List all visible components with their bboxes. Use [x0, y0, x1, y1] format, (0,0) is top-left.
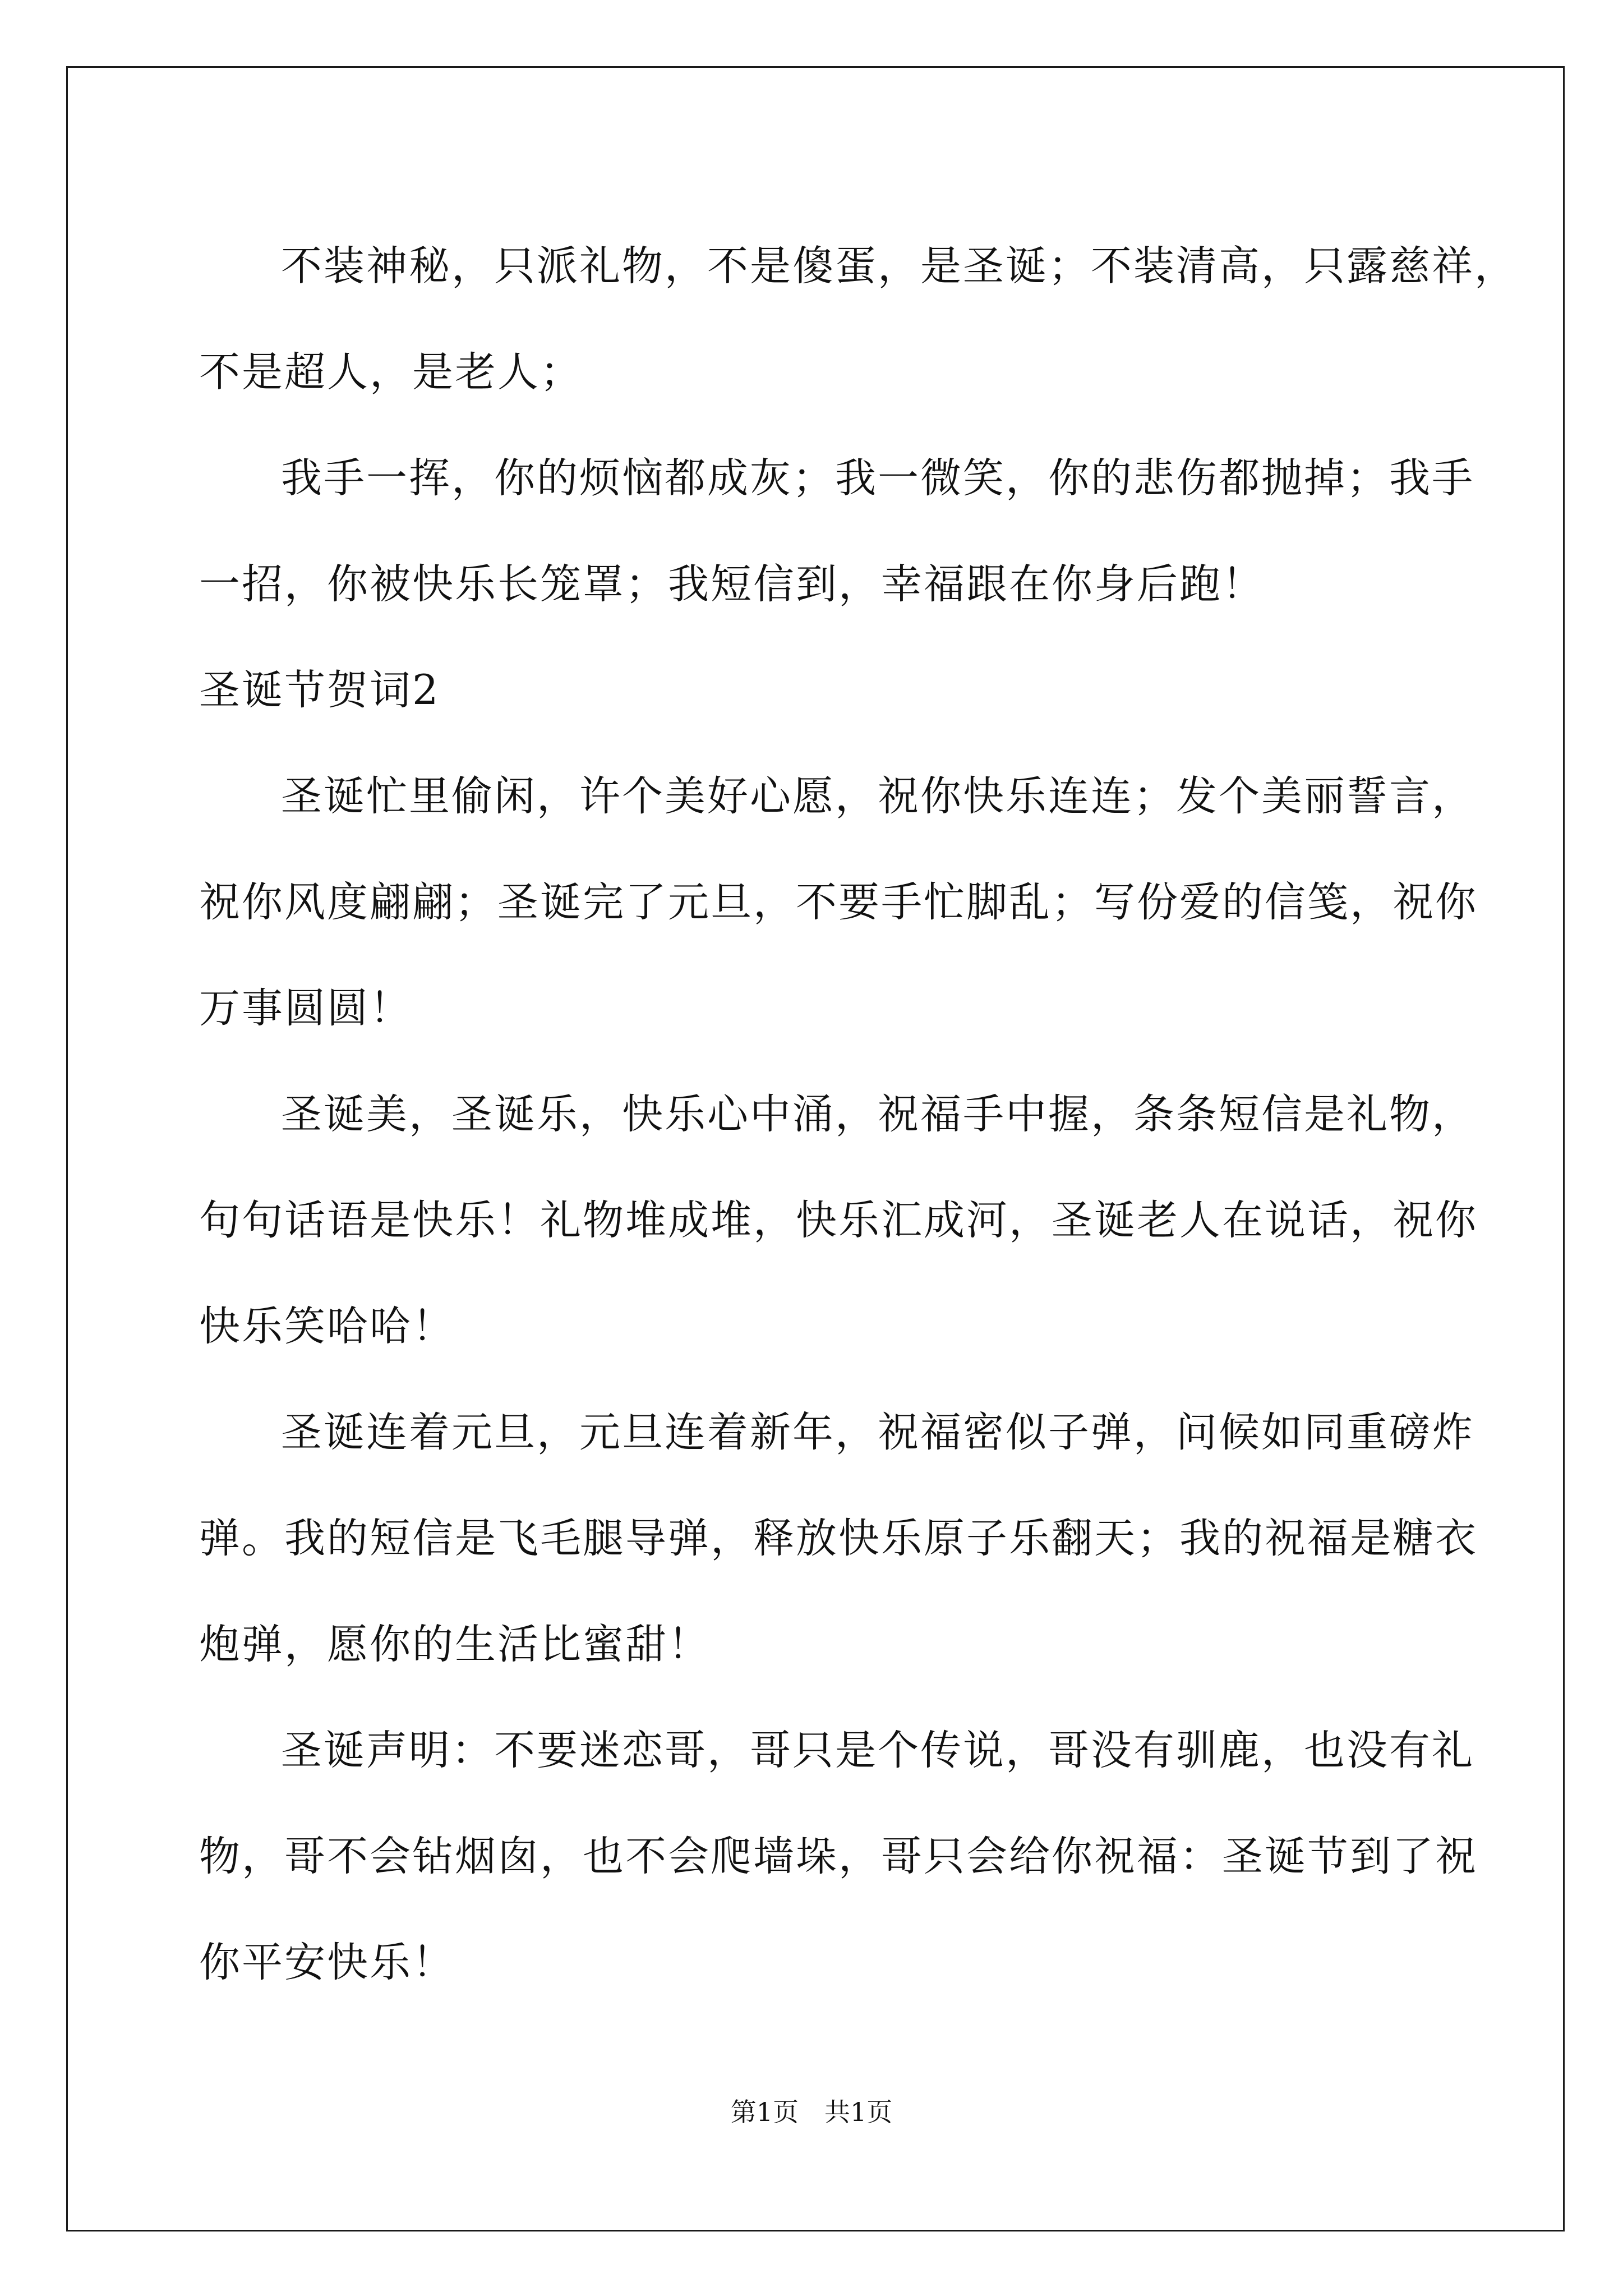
paragraph-line: 不装神秘，只派礼物，不是傻蛋，是圣诞；不装清高，只露慈祥，	[281, 242, 1517, 290]
paragraph-line: 句句话语是快乐！礼物堆成堆，快乐汇成河，圣诞老人在说话，祝你	[199, 1197, 1478, 1244]
paragraph-line: 弹。我的短信是飞毛腿导弹，释放快乐原子乐翻天；我的祝福是糖衣	[199, 1515, 1478, 1562]
paragraph	[199, 1697, 1478, 2016]
paragraph	[199, 425, 1474, 637]
paragraph-line: 圣诞忙里偷闲，许个美好心愿，祝你快乐连连；发个美丽誓言，	[281, 772, 1474, 820]
paragraph-line: 我手一挥，你的烦恼都成灰；我一微笑，你的悲伤都抛掉；我手	[281, 454, 1474, 502]
paragraph-line: 你平安快乐！	[199, 1939, 455, 1986]
paragraph-line: 圣诞连着元旦，元旦连着新年，祝福密似子弹，问候如同重磅炸	[281, 1409, 1474, 1456]
page-footer: 第1页 共1页	[730, 2097, 893, 2127]
document-body	[199, 213, 1517, 2016]
paragraph	[199, 1061, 1478, 1379]
paragraph-line: 圣诞声明：不要迷恋哥，哥只是个传说，哥没有驯鹿，也没有礼	[281, 1727, 1474, 1774]
paragraph-line: 快乐笑哈哈！	[199, 1303, 455, 1350]
paragraph-line: 圣诞美，圣诞乐，快乐心中涌，祝福手中握，条条短信是礼物，	[281, 1091, 1474, 1138]
paragraph-line: 物，哥不会钻烟囱，也不会爬墙垛，哥只会给你祝福：圣诞节到了祝	[199, 1833, 1478, 1880]
paragraph-line: 不是超人，是老人；	[199, 348, 583, 396]
paragraph-line: 祝你风度翩翩；圣诞完了元旦，不要手忙脚乱；写份爱的信笺，祝你	[199, 878, 1478, 926]
paragraph	[199, 213, 1517, 425]
paragraph	[199, 743, 1478, 1061]
paragraph-line: 炮弹，愿你的生活比蜜甜！	[199, 1621, 711, 1668]
paragraph-line: 一招，你被快乐长笼罩；我短信到，幸福跟在你身后跑！	[199, 560, 1265, 608]
paragraph-line: 万事圆圆！	[199, 984, 412, 1032]
section-heading: 圣诞节贺词2	[199, 666, 440, 714]
paragraph	[199, 1379, 1478, 1697]
